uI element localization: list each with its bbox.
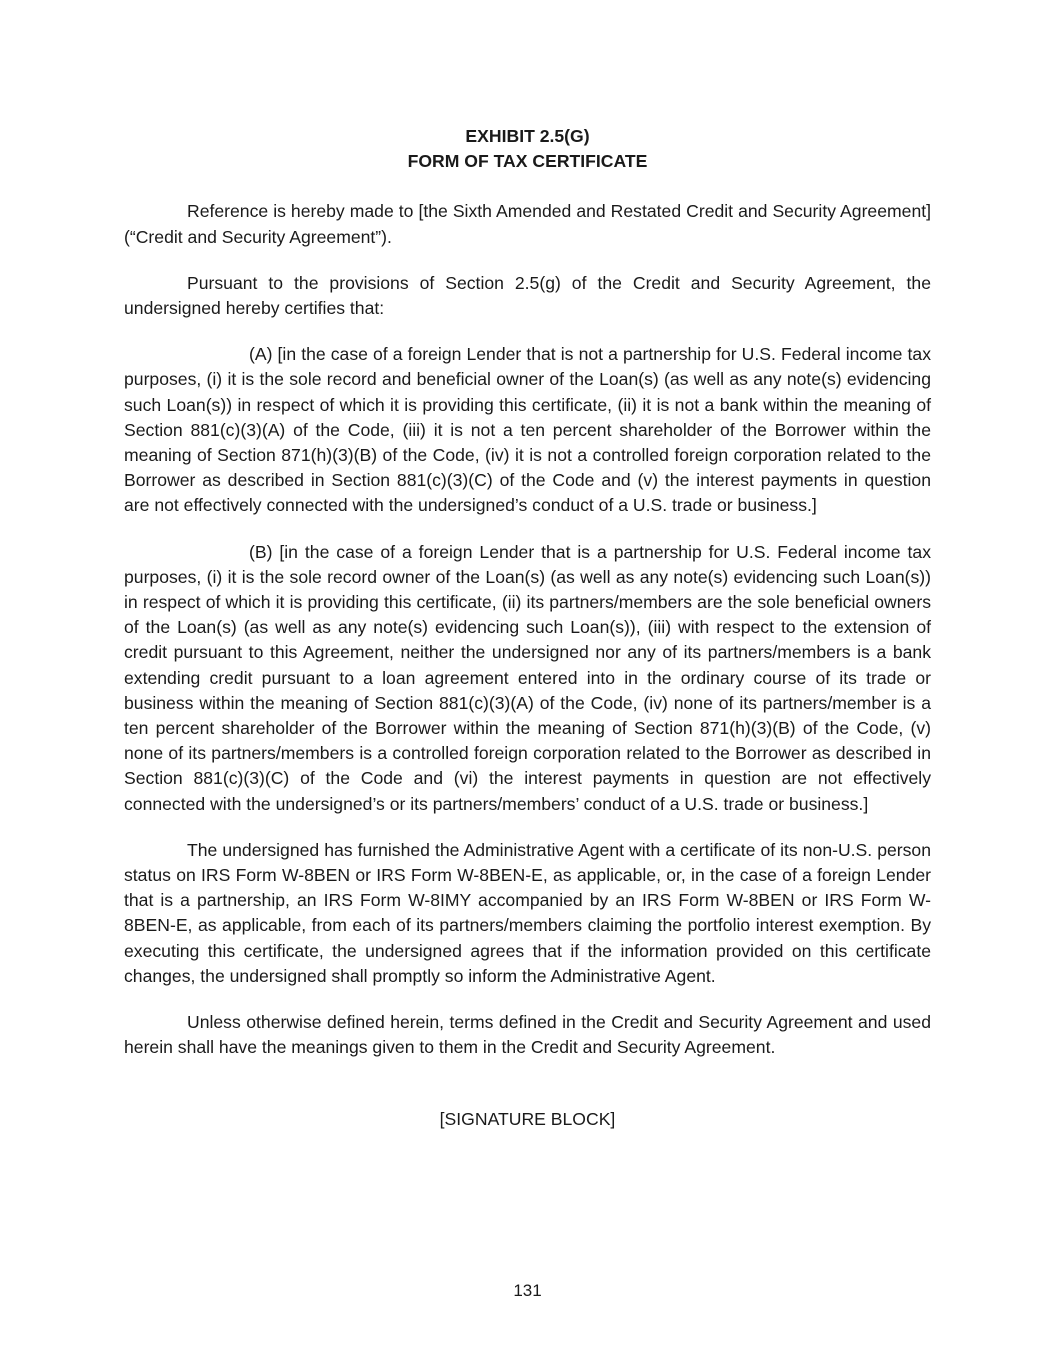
paragraph-clause-b: (B) [in the case of a foreign Lender that is a partnership for U.S. Federal income tax purposes, (i) it is the sole record owner of the Loan(s) (as well as any note(s) evidencing such Loan(s)) in respect of which it is providing this certificate, (ii) its partners/members are the sole beneficial owners of the Loan(s) (as well as any note(s) evidencing such Loan(s)), (iii) with respect to the extension of credit pursuant to this Agreement, neither the undersigned nor any of its partners/members is a bank extending credit pursuant to a loan agreement entered into in the ordinary course of its trade or business within the meaning of Section 881(c)(3)(A) of the Code, (iv) none of its partners/member is a ten percent shareholder of the Borrower within the meaning of Section 871(h)(3)(B) of the Code, (v) none of its partners/members is a controlled foreign corporation related to the Borrower as described in Section 881(c)(3)(C) of the Code and (vi) the interest payments in question are not effectively connected with the undersigned’s or its partners/members’ conduct of a U.S. trade or business.]: [124, 541, 931, 814]
document-page: [124, 124, 931, 1132]
paragraph-reference: Reference is hereby made to [the Sixth Amended and Restated Credit and Security Agreement] (“Credit and Security Agreement”).: [124, 201, 931, 247]
exhibit-title: EXHIBIT 2.5(G): [465, 126, 590, 146]
paragraph-pursuant: Pursuant to the provisions of Section 2.5(g) of the Credit and Security Agreement, the undersigned hereby certifies that:: [124, 272, 931, 319]
page-number: 131: [513, 1281, 542, 1300]
paragraph-definitions: Unless otherwise defined herein, terms defined in the Credit and Security Agreement and used herein shall have the meanings given to them in the Credit and Security Agreement.: [124, 1012, 931, 1058]
signature-block: [SIGNATURE BLOCK]: [439, 1108, 616, 1129]
form-title: FORM OF TAX CERTIFICATE: [407, 151, 648, 172]
paragraph-furnished: The undersigned has furnished the Administrative Agent with a certificate of its non-U.S. person status on IRS Form W-8BEN or IRS Form W-8BEN-E, as applicable, or, in the case of a foreign Lender that is a partnership, an IRS Form W-8IMY accompanied by an IRS Form W-8BEN or IRS Form W-8BEN-E, as applicable, from each of its partners/members claiming the portfolio interest exemption. By executing this certificate, the undersigned agrees that if the information provided on this certificate changes, the undersigned shall promptly so inform the Administrative Agent.: [124, 839, 931, 986]
paragraph-clause-a: (A) [in the case of a foreign Lender that is not a partnership for U.S. Federal income tax purposes, (i) it is the sole record and beneficial owner of the Loan(s) (as well as any note(s) evidencing such Loan(s)) in respect of which it is providing this certificate, (ii) it is not a bank within the meaning of Section 881(c)(3)(A) of the Code, (iii) it is not a ten percent shareholder of the Borrower within the meaning of Section 871(h)(3)(B) of the Code, (iv) it is not a controlled foreign corporation related to the Borrower as described in Section 881(c)(3)(C) of the Code and (v) the interest payments in question are not effectively connected with the undersigned’s conduct of a U.S. trade or business.]: [124, 344, 931, 516]
